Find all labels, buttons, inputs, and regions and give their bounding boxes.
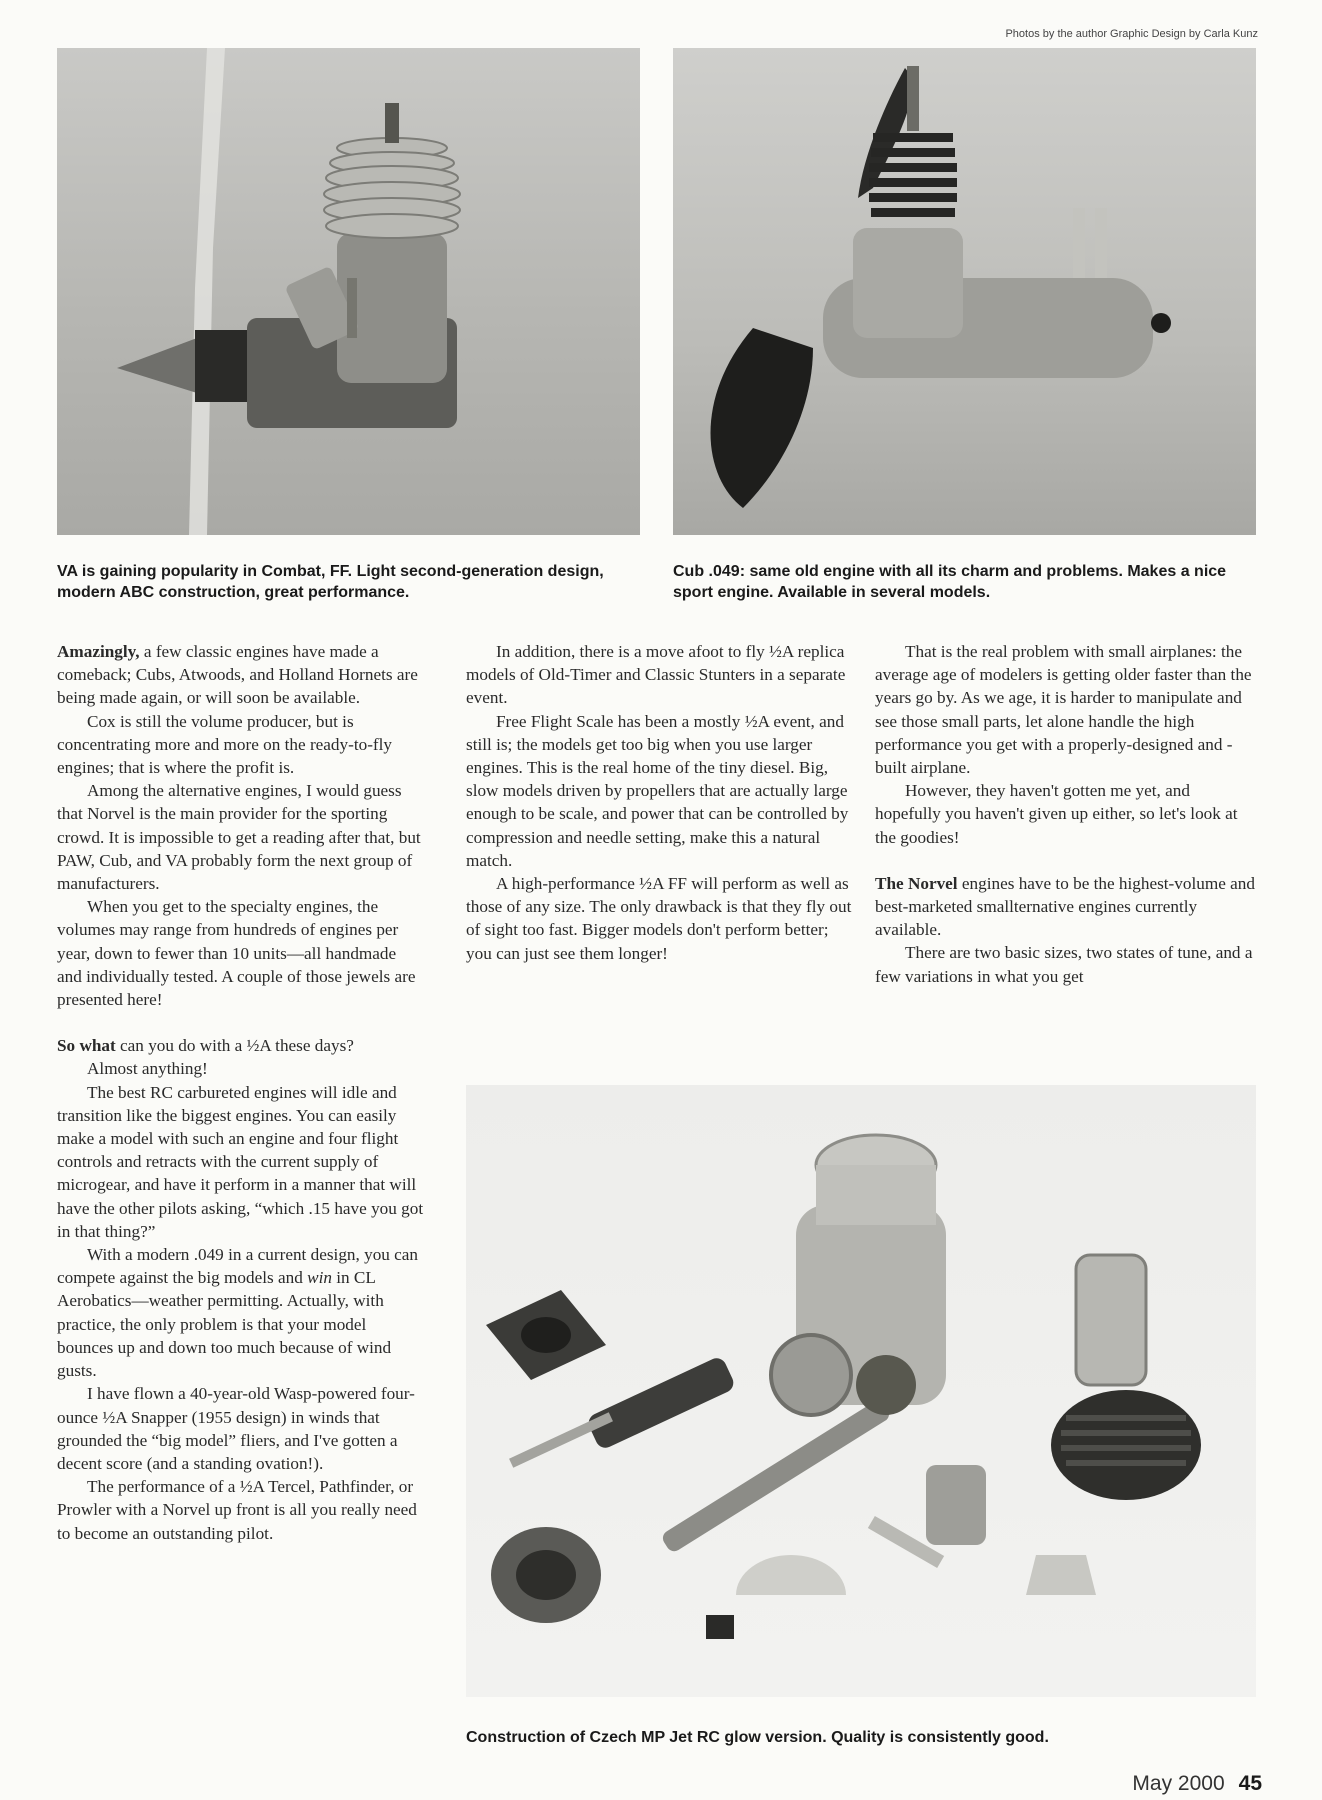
paragraph: The Norvel engines have to be the highest-volume and best-marketed smallternative engines currently available. <box>875 873 1255 940</box>
run-in-heading: So what <box>57 1036 116 1056</box>
paragraph: With a modern .049 in a current design, you can compete against the big models and win in CL Aerobatics—weather permitting. Actually, with practice, the only problem is that your model bounces up and down too much because of wind gusts. <box>57 1245 419 1381</box>
paragraph: Among the alternative engines, I would guess that Norvel is the main provider for the sporting crowd. It is impossible to get a reading after that, but PAW, Cub, and VA probably form the next group of manufacturers. <box>57 781 421 894</box>
photo-credit: Photos by the author Graphic Design by Carla Kunz <box>1005 28 1258 40</box>
paragraph: The performance of a ½A Tercel, Pathfinder, or Prowler with a Norvel up front is all you really need to become an outstanding pilot. <box>57 1477 417 1543</box>
paragraph: There are two basic sizes, two states of tune, and a few variations in what you get <box>875 943 1253 986</box>
paragraph: Almost anything! <box>87 1059 208 1079</box>
issue-date: May 2000 <box>1132 1772 1225 1795</box>
mp-photo-caption: Construction of Czech MP Jet RC glow version. Quality is consistently good. <box>466 1729 1049 1746</box>
paragraph: The best RC carbureted engines will idle and transition like the biggest engines. You can easily make a model with such an engine and four flight controls and retracts with the current supply of microgear, and have it perform in a manner that will have the other pilots asking, “which .15 have you got in that thing?” <box>57 1082 424 1241</box>
paragraph: Amazingly, a few classic engines have made a comeback; Cubs, Atwoods, and Holland Hornets are being made again, or will soon be available. <box>57 642 418 708</box>
run-in-heading: The Norvel <box>875 873 958 893</box>
paragraph: That is the real problem with small airplanes: the average age of modelers is getting older faster than the years go by. As we age, it is harder to manipulate and see those small parts, let alone handle the high performance you get with a properly-designed and -built airplane. <box>875 642 1252 778</box>
run-in-heading: Amazingly, <box>57 642 140 661</box>
va-engine-photo <box>57 48 640 535</box>
paragraph: When you get to the specialty engines, the volumes may range from hundreds of engines per year, down to fewer than 10 units—all handmade and individually tested. A couple of those jewels are presented here! <box>57 897 416 1010</box>
page-footer <box>1132 1772 1262 1796</box>
mp-jet-parts-photo <box>466 1085 1256 1697</box>
paragraph: I have flown a 40-year-old Wasp-powered four-ounce ½A Snapper (1955 design) in winds that grounded the “big model” fliers, and I've gotten a decent score (and a standing ovation!). <box>57 1384 415 1473</box>
paragraph: However, they haven't gotten me yet, and hopefully you haven't given up either, so let's look at the goodies! <box>875 781 1238 847</box>
cub-engine-photo <box>673 48 1256 535</box>
page-number: 45 <box>1238 1772 1262 1795</box>
article-column-2 <box>466 640 854 965</box>
paragraph: A high-performance ½A FF will perform as well as those of any size. The only drawback is that they fly out of sight too fast. Bigger models don't perform better; you can just see them longer! <box>466 874 852 963</box>
paragraph: Free Flight Scale has been a mostly ½A event, and still is; the models get too big when you use larger engines. This is the real home of the tiny diesel. Big, slow models driven by propellers that are actually large enough to be scale, and power that can be controlled by compression and needle setting, make this a natural match. <box>466 711 849 870</box>
va-photo-caption: VA is gaining popularity in Combat, FF. Light second-generation design, modern ABC construction, great performance. <box>57 563 604 601</box>
emphasis: win <box>307 1268 332 1288</box>
article-column-1 <box>57 640 425 1545</box>
article-column-3 <box>875 640 1256 988</box>
paragraph: In addition, there is a move afoot to fly ½A replica models of Old-Timer and Classic Stunters in a separate event. <box>466 642 846 708</box>
cub-photo-caption: Cub .049: same old engine with all its charm and problems. Makes a nice sport engine. Available in several models. <box>673 563 1227 601</box>
paragraph: Cox is still the volume producer, but is concentrating more and more on the ready-to-fly engines; that is where the profit is. <box>57 711 393 778</box>
paragraph: So what can you do with a ½A these days? <box>57 1036 354 1056</box>
